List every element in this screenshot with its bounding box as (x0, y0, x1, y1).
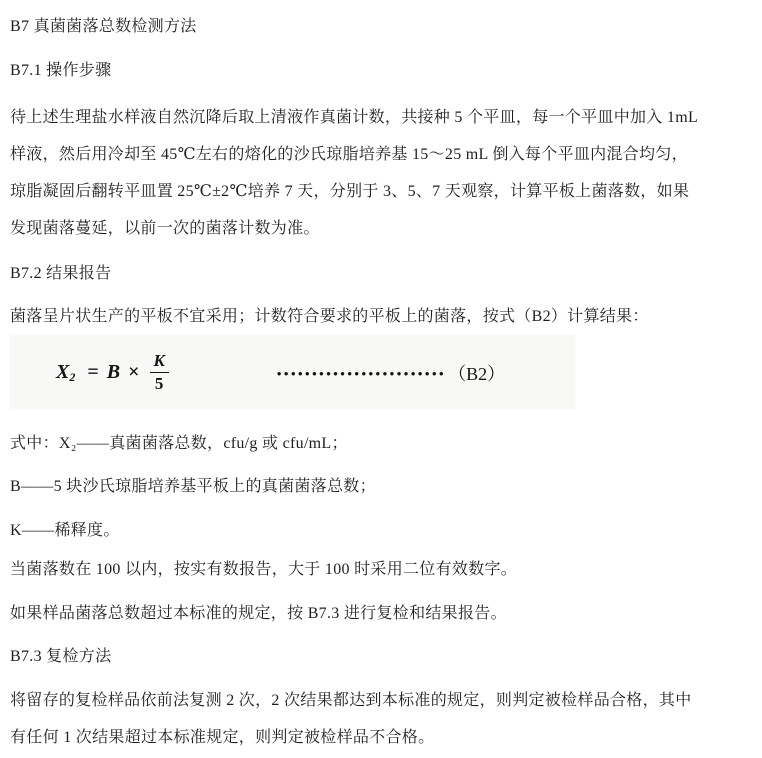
times-sign: × (128, 360, 140, 383)
section-heading-b7: B7 真菌菌落总数检测方法 (10, 18, 197, 35)
section-heading-b7-3: B7.3 复检方法 (10, 648, 112, 665)
paragraph-line: 有任何 1 次结果超过本标准规定，则判定被检样品不合格。 (10, 729, 435, 746)
paragraph-line: 当菌落数在 100 以内，按实有数报告，大于 100 时采用二位有效数字。 (10, 561, 518, 578)
section-heading-b7-1: B7.1 操作步骤 (10, 62, 112, 79)
formula-expression (56, 351, 169, 393)
paragraph-line: 将留存的复检样品依前法复测 2 次，2 次结果都达到本标准的规定，则判定被检样品合格，其中 (10, 692, 692, 709)
formula-b2-figure (10, 335, 575, 409)
fraction-numerator: K (150, 351, 169, 373)
section-heading-b7-2: B7.2 结果报告 (10, 265, 112, 282)
paragraph-line: 待上述生理盐水样液自然沉降后取上清液作真菌计数，共接种 5 个平皿，每一个平皿中加入 1mL (10, 109, 699, 126)
formula-variable-subscript: 2 (69, 369, 76, 384)
formula-variable: X (56, 360, 70, 383)
fraction (150, 351, 169, 393)
paragraph-line: 发现菌落蔓延，以前一次的菌落计数为准。 (10, 220, 320, 237)
equation-label: （B2） (448, 364, 506, 384)
paragraph-line: 菌落呈片状生产的平板不宜采用；计数符合要求的平板上的菌落，按式（B2）计算结果： (10, 308, 649, 325)
formula-legend-line: 式中：X₂——真菌菌落总数，cfu/g 或 cfu/mL； (10, 435, 348, 452)
equals-sign: = (87, 360, 99, 383)
fraction-denominator: 5 (154, 373, 164, 393)
formula-legend-line: K——稀释度。 (10, 522, 120, 539)
formula-legend-line: B——5 块沙氏琼脂培养基平板上的真菌菌落总数； (10, 478, 376, 495)
paragraph-line: 琼脂凝固后翻转平皿置 25℃±2℃培养 7 天，分别于 3、5、7 天观察，计算平板上菌落数，如果 (10, 183, 690, 200)
dot-leader: •••••••••••••••••••••••• (276, 366, 447, 381)
formula-multiplicand: B (106, 360, 121, 383)
paragraph-line: 样液，然后用冷却至 45℃左右的熔化的沙氏琼脂培养基 15～25 mL 倒入每个平皿内混合均匀， (10, 146, 688, 163)
paragraph-line: 如果样品菌落总数超过本标准的规定，按 B7.3 进行复检和结果报告。 (10, 605, 507, 622)
